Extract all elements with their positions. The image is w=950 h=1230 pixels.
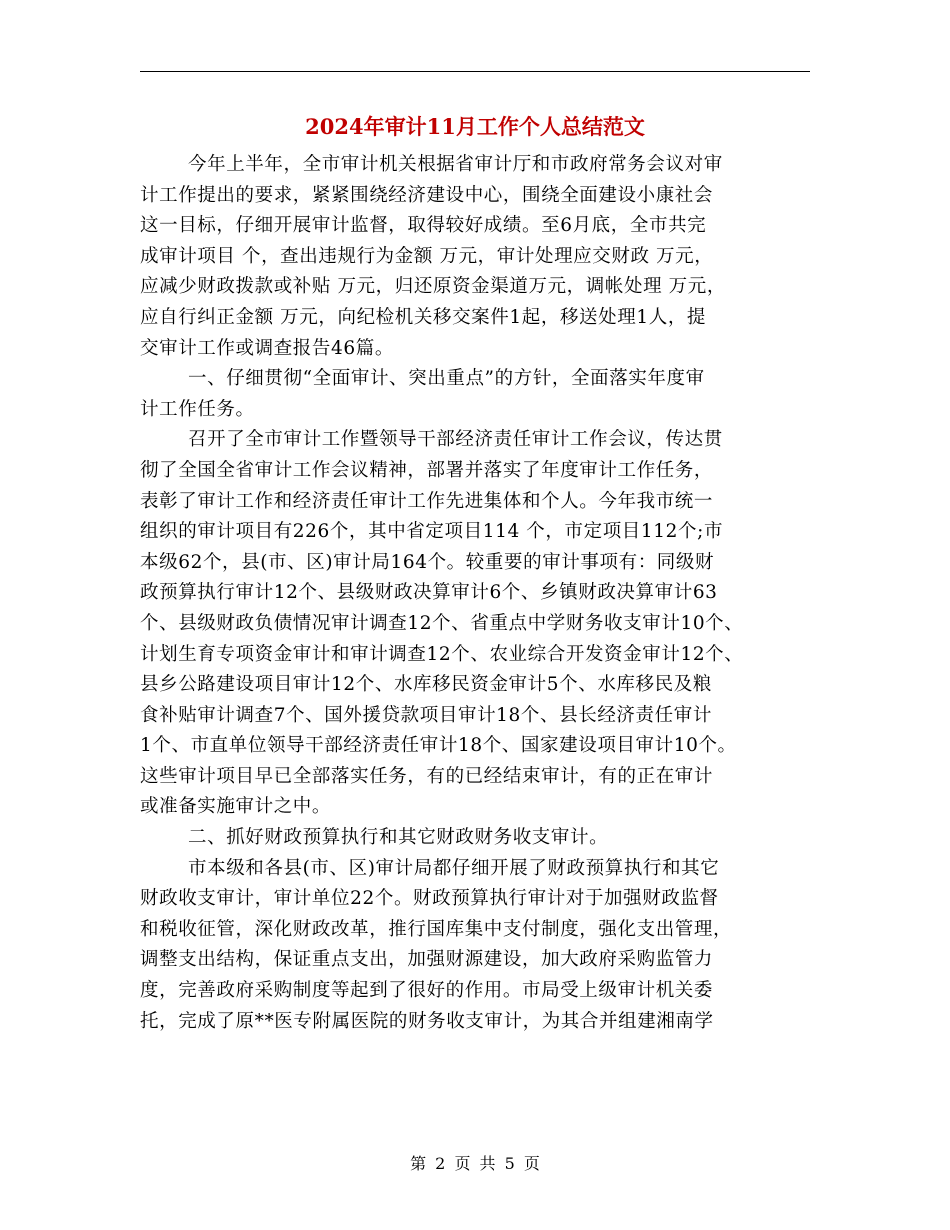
- paragraph-line: 表彰了审计工作和经济责任审计工作先进集体和个人。今年我市统一: [140, 490, 714, 512]
- paragraph-line: 托，完成了原**医专附属医院的财务收支审计，为其合并组建湘南学: [140, 1010, 714, 1032]
- paragraph-first-line: 今年上半年，全市审计机关根据省审计厅和市政府常务会议对审: [188, 154, 723, 175]
- paragraph-line: 食补贴审计调查7个、国外援贷款项目审计18个、县长经济责任审计: [140, 704, 712, 726]
- paragraph-first-line: 市本级和各县(市、区)审计局都仔细开展了财政预算执行和其它: [188, 857, 720, 879]
- document-title: 2024年审计11月工作个人总结范文: [305, 114, 645, 139]
- paragraph-line: 这一目标，仔细开展审计监督，取得较好成绩。至6月底，全市共完: [140, 215, 707, 237]
- paragraph-line: 政预算执行审计12个、县级财政决算审计6个、乡镇财政决算审计63: [140, 582, 718, 604]
- paragraph-line: 计工作任务。: [140, 398, 255, 420]
- paragraph-line: 应自行纠正金额 万元，向纪检机关移交案件1起，移送处理1人，提: [140, 306, 707, 328]
- paragraph-line: 计工作提出的要求，紧紧围绕经济建设中心，围绕全面建设小康社会: [140, 184, 714, 206]
- paragraph-line: 和税收征管，深化财政改革，推行国库集中支付制度，强化支出管理，: [140, 918, 733, 940]
- paragraph-line: 或准备实施审计之中。: [140, 796, 332, 818]
- paragraph-first-line: 一、仔细贯彻“全面审计、突出重点”的方针，全面落实年度审: [188, 368, 705, 390]
- paragraph-line: 财政收支审计，审计单位22个。财政预算执行审计对于加强财政监督: [140, 888, 719, 910]
- paragraph-line: 成审计项目 个，查出违规行为金额 万元，审计处理应交财政 万元，: [140, 245, 714, 267]
- header-rule: [140, 71, 810, 72]
- paragraph-line: 个、县级财政负债情况审计调查12个、省重点中学财务收支审计10个、: [140, 612, 744, 634]
- paragraph-line: 本级62个，县(市、区)审计局164个。较重要的审计事项有：同级财: [140, 551, 715, 573]
- paragraph-line: 计划生育专项资金审计和审计调查12个、农业综合开发资金审计12个、: [140, 643, 744, 665]
- paragraph-line: 县乡公路建设项目审计12个、水库移民资金审计5个、水库移民及粮: [140, 674, 712, 696]
- document-body: [140, 150, 812, 1037]
- paragraph-line: 调整支出结构，保证重点支出，加强财源建设，加大政府采购监管力: [140, 949, 714, 971]
- paragraph-line: 应减少财政拨款或补贴 万元，归还原资金渠道万元，调帐处理 万元，: [140, 276, 726, 298]
- paragraph-first-line: 召开了全市审计工作暨领导干部经济责任审计工作会议，传达贯: [188, 429, 723, 451]
- paragraph-line: 交审计工作或调查报告46篇。: [140, 337, 394, 359]
- paragraph-line: 这些审计项目早已全部落实任务，有的已经结束审计，有的正在审计: [140, 765, 714, 787]
- paragraph-line: 组织的审计项目有226个，其中省定项目114 个，市定项目112个;市: [140, 521, 724, 543]
- page-footer: 第 2 页 共 5 页: [410, 1154, 540, 1173]
- paragraph-line: 度，完善政府采购制度等起到了很好的作用。市局受上级审计机关委: [140, 980, 714, 1002]
- paragraph-line: 彻了全国全省审计工作会议精神，部署并落实了年度审计工作任务，: [140, 459, 714, 481]
- paragraph-first-line: 二、抓好财政预算执行和其它财政财务收支审计。: [188, 827, 609, 849]
- paragraph-line: 1个、市直单位领导干部经济责任审计18个、国家建设项目审计10个。: [140, 735, 737, 757]
